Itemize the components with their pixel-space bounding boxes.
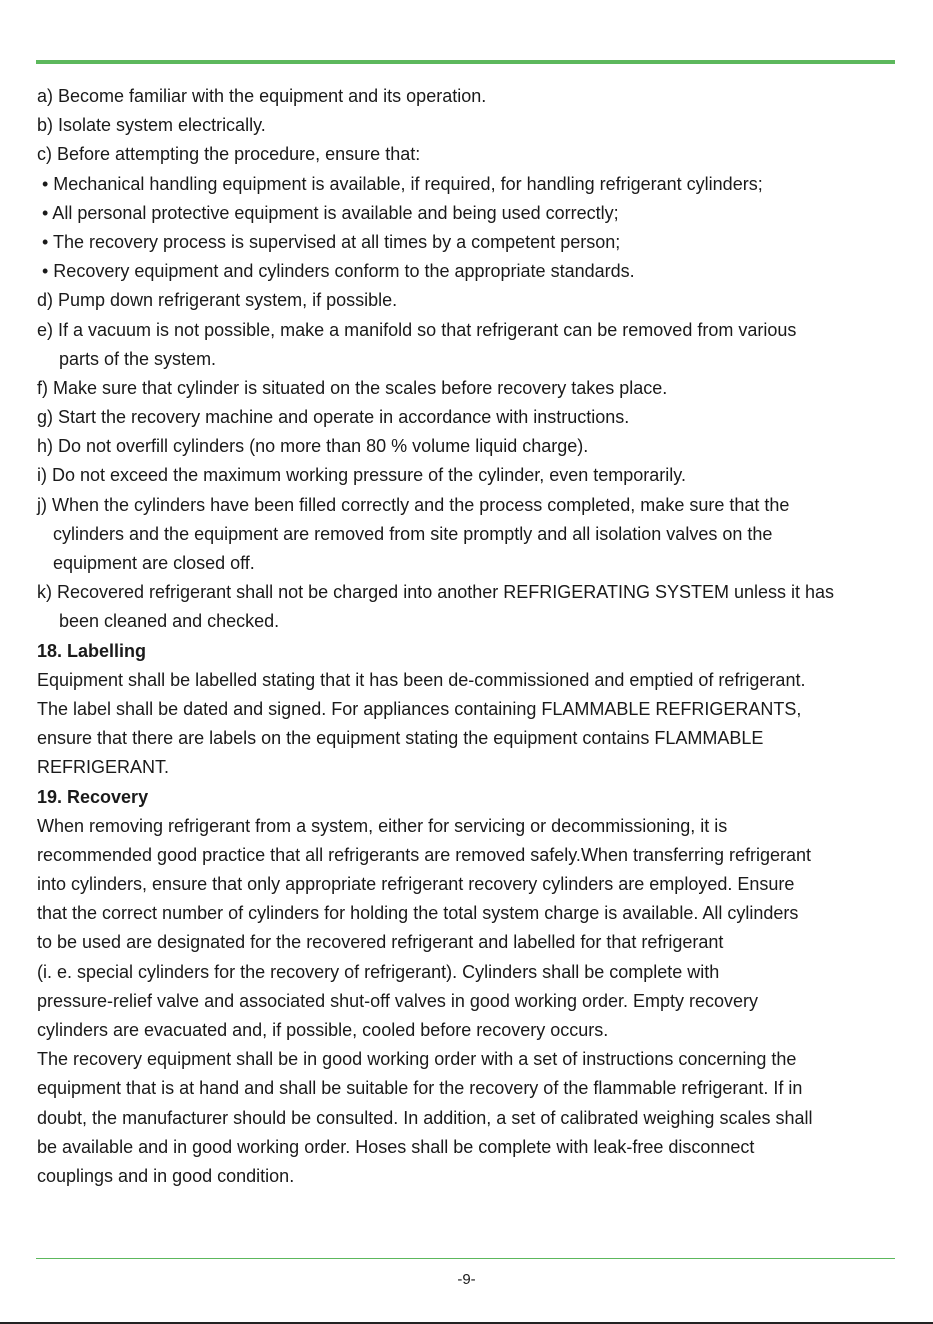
paragraph-line: The label shall be dated and signed. For appliances containing FLAMMABLE REFRIGERANTS, — [37, 698, 802, 719]
step-f: f) Make sure that cylinder is situated on the scales before recovery takes place. — [37, 377, 668, 398]
paragraph-line: cylinders are evacuated and, if possible, cooled before recovery occurs. — [37, 1020, 609, 1040]
step-c: c) Before attempting the procedure, ensure that: — [37, 144, 421, 165]
step-k-continued: been cleaned and checked. — [59, 611, 280, 632]
section-heading-recovery: 19. Recovery — [37, 786, 149, 807]
step-j-continued: equipment are closed off. — [53, 553, 255, 573]
paragraph-line: REFRIGERANT. — [37, 757, 170, 778]
paragraph-line: Equipment shall be labelled stating that it has been de-commissioned and emptied of refrigerant. — [37, 669, 806, 690]
footer-divider — [36, 1258, 895, 1259]
paragraph-line: to be used are designated for the recovered refrigerant and labelled for that refrigerant — [37, 932, 724, 953]
paragraph-line: that the correct number of cylinders for holding the total system charge is available. All cylinders — [37, 903, 799, 924]
step-i: i) Do not exceed the maximum working pressure of the cylinder, even temporarily. — [37, 465, 686, 486]
paragraph-line: recommended good practice that all refrigerants are removed safely.When transferring refrigerant — [37, 844, 812, 865]
step-b: b) Isolate system electrically. — [37, 115, 266, 136]
paragraph-line: (i. e. special cylinders for the recovery of refrigerant). Cylinders shall be complete with — [37, 961, 720, 982]
step-a: a) Become familiar with the equipment and its operation. — [37, 86, 487, 106]
bullet-item: • All personal protective equipment is available and being used correctly; — [42, 202, 619, 223]
step-d: d) Pump down refrigerant system, if possible. — [37, 290, 398, 311]
step-k: k) Recovered refrigerant shall not be charged into another REFRIGERATING SYSTEM unless it has — [37, 582, 835, 603]
step-e-continued: parts of the system. — [59, 348, 217, 369]
paragraph-line: doubt, the manufacturer should be consulted. In addition, a set of calibrated weighing scales shall — [37, 1107, 813, 1128]
page-body — [37, 82, 907, 1191]
step-g: g) Start the recovery machine and operate in accordance with instructions. — [37, 407, 630, 428]
header-divider — [36, 60, 895, 64]
bullet-item: • The recovery process is supervised at all times by a competent person; — [42, 231, 621, 252]
paragraph-line: equipment that is at hand and shall be suitable for the recovery of the flammable refrigerant. If in — [37, 1078, 803, 1099]
paragraph-line: couplings and in good condition. — [37, 1165, 295, 1186]
section-heading-labelling: 18. Labelling — [37, 640, 147, 661]
paragraph-line: ensure that there are labels on the equipment stating the equipment contains FLAMMABLE — [37, 728, 764, 749]
step-h: h) Do not overfill cylinders (no more than 80 % volume liquid charge). — [37, 436, 589, 457]
step-j-continued: cylinders and the equipment are removed from site promptly and all isolation valves on the — [53, 523, 773, 544]
step-j: j) When the cylinders have been filled correctly and the process completed, make sure that the — [37, 494, 790, 515]
paragraph-line: When removing refrigerant from a system, either for servicing or decommissioning, it is — [37, 815, 728, 836]
paragraph-line: pressure-relief valve and associated shut-off valves in good working order. Empty recovery — [37, 990, 759, 1011]
bullet-item: • Mechanical handling equipment is available, if required, for handling refrigerant cylinders; — [42, 173, 763, 194]
paragraph-line: be available and in good working order. Hoses shall be complete with leak-free disconnect — [37, 1136, 755, 1157]
step-e: e) If a vacuum is not possible, make a manifold so that refrigerant can be removed from various — [37, 319, 797, 340]
paragraph-line: The recovery equipment shall be in good working order with a set of instructions concerning the — [37, 1049, 797, 1070]
page-number: -9- — [457, 1271, 476, 1288]
bullet-item: • Recovery equipment and cylinders conform to the appropriate standards. — [42, 261, 635, 282]
paragraph-line: into cylinders, ensure that only appropriate refrigerant recovery cylinders are employed. Ensure — [37, 874, 795, 895]
